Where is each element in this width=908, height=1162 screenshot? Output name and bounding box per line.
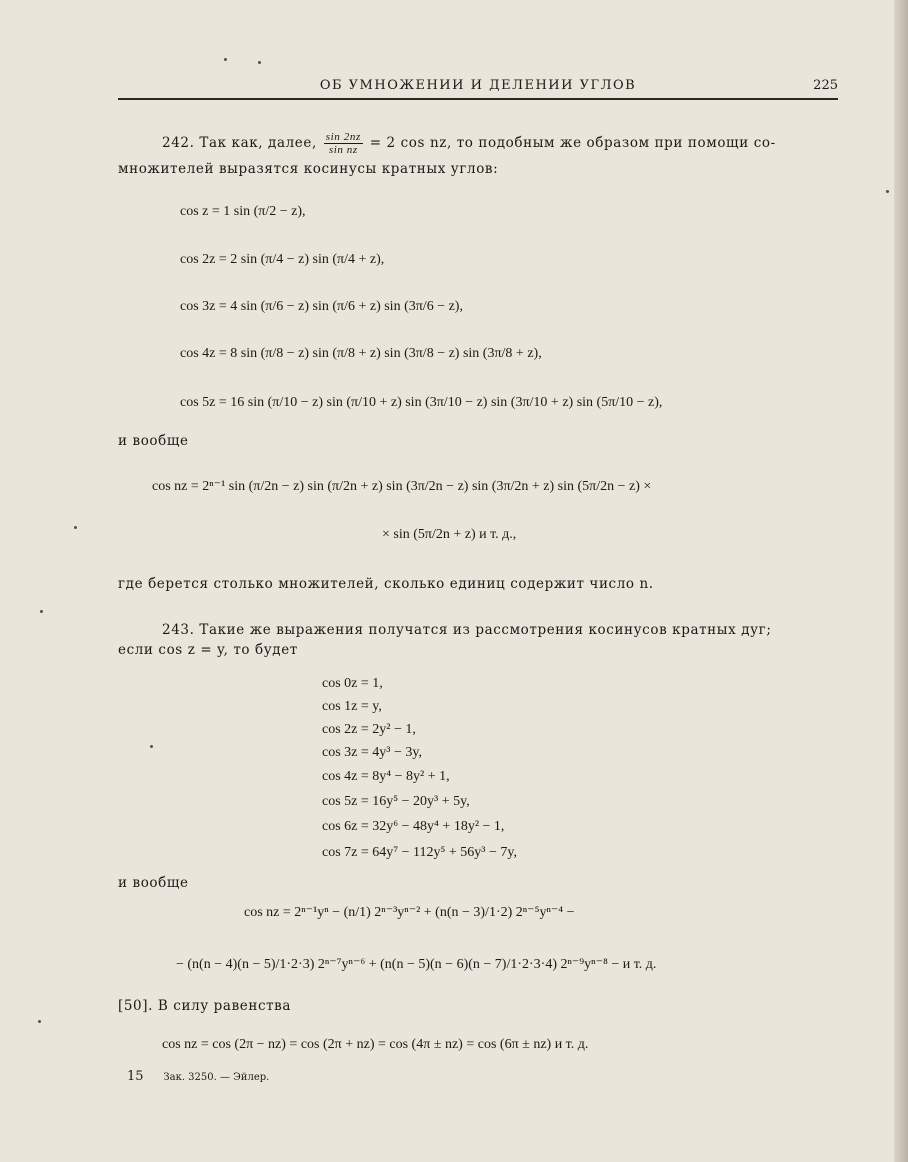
running-title: ОБ УМНОЖЕНИИ И ДЕЛЕНИИ УГЛОВ [319,78,637,93]
note-50-lead: [50]. В силу равенства [118,998,292,1014]
page-footer [127,1069,269,1084]
general-equation-242-line-1: cos nz = 2ⁿ⁻¹ sin (π/2n − z) sin (π/2n + z) sin (3π/2n − z) sin (3π/2n + z) sin (5π/2n − z) × [152,479,652,494]
scan-speck [886,190,889,193]
section-243-lead: 243. Такие же выражения получатся из рассмотрения косинусов кратных дуг; [162,622,772,638]
section-242-lead: 242. Так как, далее, [162,135,317,151]
equation-cos-2z: cos 2z = 2 sin (π/4 − z) sin (π/4 + z), [180,252,385,267]
section-242-closing: где берется столько множителей, сколько единиц содержит число n. [118,576,654,592]
general-equation-243-line-1: cos nz = 2ⁿ⁻¹yⁿ − (n/1) 2ⁿ⁻³yⁿ⁻² + (n(n − 3)/1·2) 2ⁿ⁻⁵yⁿ⁻⁴ − [244,905,575,920]
equation-cos-0z: cos 0z = 1, [322,676,383,691]
equation-cos-1z: cos 1z = y, [322,699,382,714]
equation-cos-2z-poly: cos 2z = 2y² − 1, [322,722,416,737]
note-50-equation: cos nz = cos (2π − nz) = cos (2π + nz) = cos (4π ± nz) = cos (6π ± nz) и т. д. [162,1037,589,1052]
signature-number: 15 [127,1069,144,1084]
general-label-242: и вообще [118,433,189,449]
equation-cos-6z-poly: cos 6z = 32y⁶ − 48y⁴ + 18y² − 1, [322,819,505,834]
printer-note: Зак. 3250. — Эйлер. [163,1072,270,1083]
equation-cos-4z-poly: cos 4z = 8y⁴ − 8y² + 1, [322,769,450,784]
equation-cos-4z: cos 4z = 8 sin (π/8 − z) sin (π/8 + z) sin (3π/8 − z) sin (3π/8 + z), [180,346,542,361]
equation-cos-3z-poly: cos 3z = 4y³ − 3y, [322,745,422,760]
general-label-243: и вообще [118,875,189,891]
fraction-numerator: sin 2nz [325,131,361,143]
equation-cos-5z-poly: cos 5z = 16y⁵ − 20y³ + 5y, [322,794,470,809]
equation-cos-5z: cos 5z = 16 sin (π/10 − z) sin (π/10 + z) sin (3π/10 − z) sin (3π/10 + z) sin (5π/10 − z), [180,395,663,410]
scan-speck [74,526,77,529]
scan-speck [38,1020,41,1023]
section-242-fraction [324,131,363,156]
page-number: 225 [813,78,838,93]
general-equation-243-line-2: − (n(n − 4)(n − 5)/1·2·3) 2ⁿ⁻⁷yⁿ⁻⁶ + (n(n − 5)(n − 6)(n − 7)/1·2·3·4) 2ⁿ⁻⁹yⁿ⁻⁸ − и т. д. [176,957,657,972]
section-242-line-1 [162,131,776,156]
running-header [118,76,838,100]
section-242-mid: = 2 cos nz, то подобным же образом при помощи со- [369,135,776,151]
page-edge-shadow [894,0,908,1162]
scan-speck [258,61,261,64]
fraction-denominator: sin nz [328,144,358,156]
equation-cos-7z-poly: cos 7z = 64y⁷ − 112y⁵ + 56y³ − 7y, [322,845,517,860]
scan-speck [150,745,153,748]
equation-cos-3z: cos 3z = 4 sin (π/6 − z) sin (π/6 + z) sin (3π/6 − z), [180,299,463,314]
section-243-line-2: если cos z = y, то будет [118,642,298,658]
general-equation-242-line-2: × sin (5π/2n + z) и т. д., [382,527,517,542]
equation-cos-z: cos z = 1 sin (π/2 − z), [180,204,306,219]
scan-speck [224,58,227,61]
scan-speck [40,610,43,613]
section-242-line-2: множителей выразятся косинусы кратных углов: [118,161,499,177]
